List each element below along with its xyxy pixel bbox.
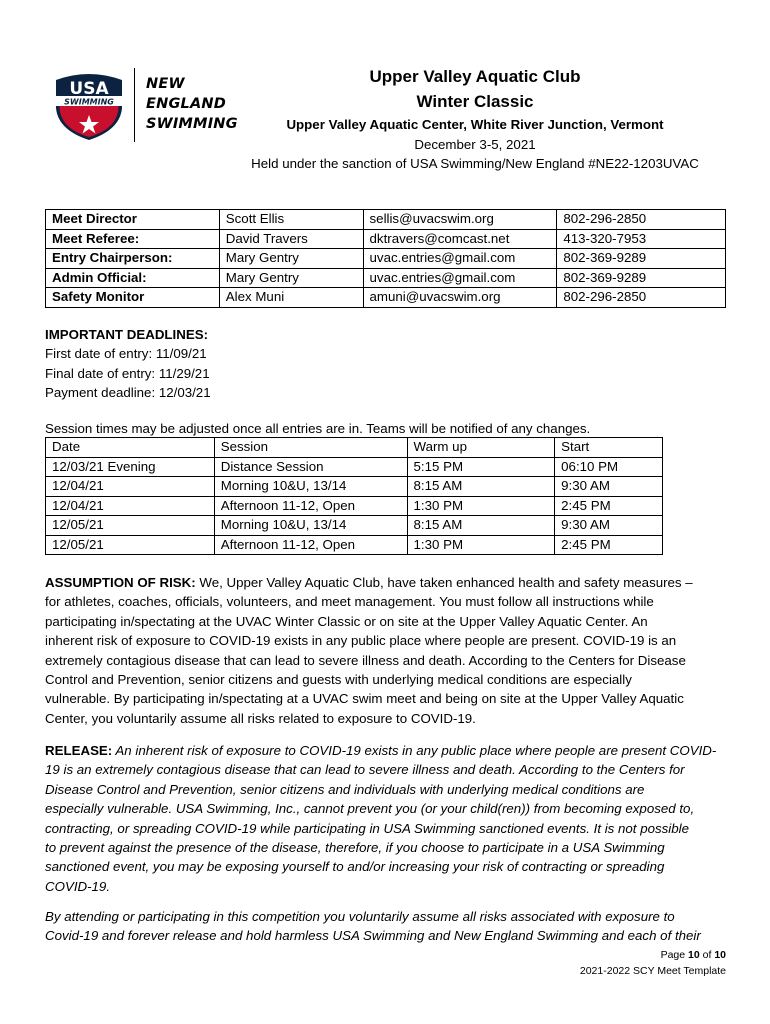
release-line: sanctioned event, you may be exposing yourself to and/or increasing your risk of contracting or spreading: [45, 859, 665, 875]
venue: Upper Valley Aquatic Center, White River Junction, Vermont: [286, 117, 664, 132]
table-row: [46, 249, 726, 269]
risk-line: extremely contagious disease that can lead to severe illness and death. According to the Centers for Disease: [45, 652, 686, 668]
session-name: Morning 10&U, 13/14: [214, 477, 407, 497]
deadlines-section: [45, 325, 735, 403]
session-name: Distance Session: [214, 457, 407, 477]
page-current: 10: [688, 949, 700, 961]
table-row: [46, 288, 726, 308]
table-header-row: [46, 438, 663, 458]
first-entry-date: First date of entry: 11/09/21: [45, 346, 207, 362]
logo-ne-line: SWIMMING: [146, 116, 238, 132]
official-email: uvac.entries@gmail.com: [363, 249, 557, 269]
table-row: [46, 229, 726, 249]
session-name: Morning 10&U, 13/14: [214, 516, 407, 536]
session-start: 2:45 PM: [555, 535, 663, 555]
page-of: of: [699, 949, 715, 961]
page-number: [661, 948, 726, 962]
table-row: [46, 457, 663, 477]
official-role: Meet Director: [46, 210, 220, 230]
official-email: uvac.entries@gmail.com: [363, 268, 557, 288]
attend-line: Covid-19 and forever release and hold harmless USA Swimming and New England Swimming and each of their: [45, 928, 701, 944]
official-phone: 802-369-9289: [557, 268, 726, 288]
session-warmup: 8:15 AM: [407, 516, 555, 536]
official-role: Admin Official:: [46, 268, 220, 288]
table-row: [46, 477, 663, 497]
session-date: 12/05/21: [46, 535, 215, 555]
session-warmup: 5:15 PM: [407, 457, 555, 477]
table-row: [46, 535, 663, 555]
release-label: RELEASE:: [45, 743, 113, 758]
official-role: Entry Chairperson:: [46, 249, 220, 269]
session-start: 9:30 AM: [555, 516, 663, 536]
sanction: Held under the sanction of USA Swimming/New England #NE22-1203UVAC: [251, 156, 699, 171]
table-row: [46, 210, 726, 230]
risk-line: We, Upper Valley Aquatic Club, have taken enhanced health and safety measures –: [195, 575, 693, 590]
risk-line: Control and Prevention, senior citizens and guests with underlying medical conditions are especially: [45, 672, 632, 688]
official-name: Mary Gentry: [219, 268, 363, 288]
club-title: Upper Valley Aquatic Club: [369, 67, 581, 86]
risk-line: for athletes, coaches, officials, volunteers, and meet management. You must follow all instructions while: [45, 594, 654, 610]
final-entry-date: Final date of entry: 11/29/21: [45, 365, 210, 381]
official-role: Meet Referee:: [46, 229, 220, 249]
deadlines-heading: IMPORTANT DEADLINES:: [45, 327, 209, 342]
official-email: dktravers@comcast.net: [363, 229, 557, 249]
template-name: 2021-2022 SCY Meet Template: [579, 965, 726, 977]
release-line: Disease Control and Prevention, senior citizens and individuals with underlying medical conditions are: [45, 781, 645, 797]
attend-line: By attending or participating in this competition you voluntarily assume all risks associated with exposure to: [45, 909, 675, 924]
column-header: Date: [46, 438, 215, 458]
logo-ne-line: ENGLAND: [146, 96, 226, 112]
session-start: 9:30 AM: [555, 477, 663, 497]
official-phone: 802-369-9289: [557, 249, 726, 269]
session-start: 06:10 PM: [555, 457, 663, 477]
release-line: to prevent against the presence of the disease, therefore, if you choose to participate in a USA Swimming: [45, 840, 665, 856]
page-prefix: Page: [660, 949, 689, 961]
table-row: [46, 516, 663, 536]
official-name: David Travers: [219, 229, 363, 249]
session-name: Afternoon 11-12, Open: [214, 535, 407, 555]
session-name: Afternoon 11-12, Open: [214, 496, 407, 516]
release-line: COVID-19.: [45, 878, 111, 894]
release-line: especially vulnerable. USA Swimming, Inc., cannot prevent you (or your child(ren)) from becoming exposed to,: [45, 801, 695, 817]
release-line: An inherent risk of exposure to COVID-19 exists in any public place where people are present COVID-: [112, 743, 717, 758]
table-row: [46, 496, 663, 516]
page-total: 10: [714, 949, 726, 961]
session-date: 12/05/21: [46, 516, 215, 536]
official-phone: 802-296-2850: [557, 210, 726, 230]
payment-deadline: Payment deadline: 12/03/21: [45, 385, 211, 401]
table-row: [46, 268, 726, 288]
officials-table: [45, 209, 726, 308]
release-line: 19 is an extremely contagious disease that can lead to severe illness and death. According to the Centers for: [45, 762, 685, 778]
meet-dates: December 3-5, 2021: [414, 137, 536, 152]
session-date: 12/04/21: [46, 496, 215, 516]
risk-line: vulnerable. By participating in/spectating at a UVAC swim meet and being on site at the Upper Valley Aquatic: [45, 691, 684, 707]
logo-divider: [134, 68, 135, 142]
attendance-section: [45, 907, 735, 946]
official-name: Mary Gentry: [219, 249, 363, 269]
sessions-table: [45, 437, 663, 555]
column-header: Warm up: [407, 438, 555, 458]
official-name: Alex Muni: [219, 288, 363, 308]
column-header: Start: [555, 438, 663, 458]
column-header: Session: [214, 438, 407, 458]
session-date: 12/03/21 Evening: [46, 457, 215, 477]
official-email: amuni@uvacswim.org: [363, 288, 557, 308]
risk-line: Center, you voluntarily assume all risks related to exposure to COVID-19.: [45, 710, 476, 726]
logo-ne-line: NEW: [146, 76, 185, 92]
session-warmup: 1:30 PM: [407, 535, 555, 555]
release-section: [45, 741, 735, 896]
official-name: Scott Ellis: [219, 210, 363, 230]
official-role: Safety Monitor: [46, 288, 220, 308]
risk-label: ASSUMPTION OF RISK:: [45, 575, 196, 590]
official-phone: 802-296-2850: [557, 288, 726, 308]
usa-swimming-logo: [52, 72, 126, 140]
risk-line: participating in/spectating at the UVAC Winter Classic or on site at the Upper Valley Aquatic Center. An: [45, 613, 648, 629]
logo-swimming-text: SWIMMING: [64, 97, 114, 107]
session-note: Session times may be adjusted once all entries are in. Teams will be notified of any changes.: [45, 421, 591, 436]
session-date: 12/04/21: [46, 477, 215, 497]
session-start: 2:45 PM: [555, 496, 663, 516]
session-warmup: 8:15 AM: [407, 477, 555, 497]
session-warmup: 1:30 PM: [407, 496, 555, 516]
meet-title: Winter Classic: [416, 92, 534, 111]
official-email: sellis@uvacswim.org: [363, 210, 557, 230]
risk-line: inherent risk of exposure to COVID-19 exists in any public place where people are present. COVID-19 is an: [45, 633, 677, 649]
logo-usa-text: USA: [69, 79, 109, 99]
official-phone: 413-320-7953: [557, 229, 726, 249]
release-line: contracting, or spreading COVID-19 while participating in USA Swimming sanctioned events. It is not possible: [45, 820, 689, 836]
assumption-of-risk-section: [45, 573, 735, 728]
